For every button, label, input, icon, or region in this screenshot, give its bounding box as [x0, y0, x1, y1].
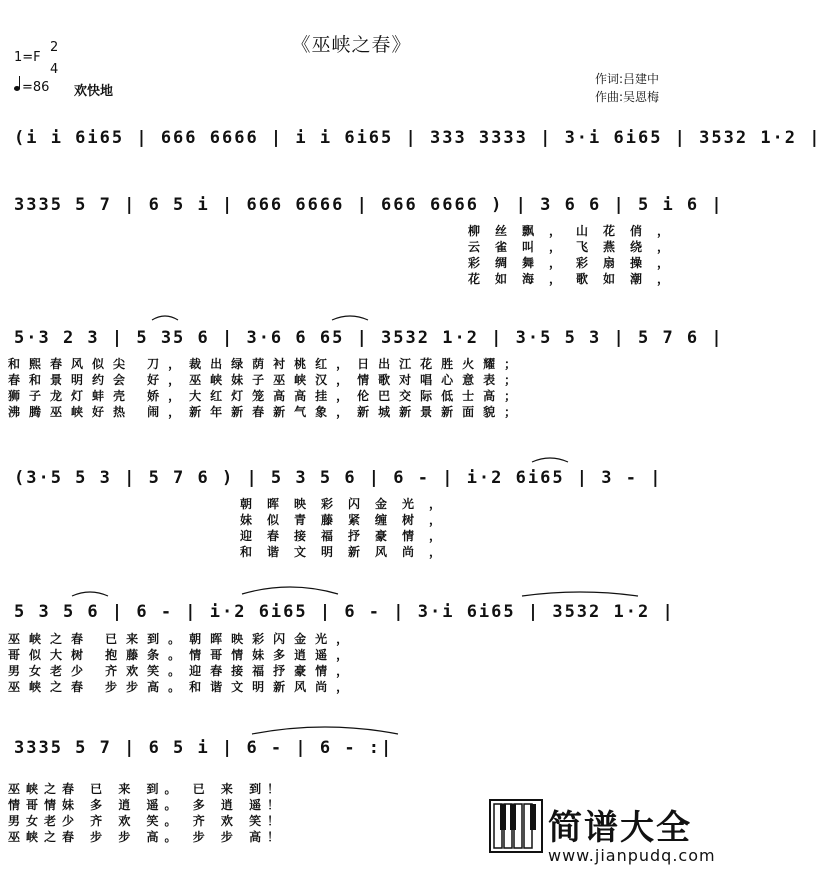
lyrics-line-2-verse-4: 花如海，歌如潮， — [468, 272, 685, 286]
performance-style: 欢快地 — [74, 84, 114, 99]
song-title: 《巫峡之春》 — [291, 34, 412, 56]
score-line-3: 5·3 2 3 | 5 35 6 | 3·6 6 65 | 3532 1·2 | 3·5 5 3 | 5 7 6 | — [14, 328, 724, 348]
piano-keys-icon — [490, 800, 542, 852]
score-line-4: (3·5 5 3 | 5 7 6 ) | 5 3 5 6 | 6 - | i·2 6i65 | 3 - | — [14, 468, 663, 488]
lyrics-line-4-verse-1: 朝晖映彩闪金光， — [240, 497, 457, 511]
lyrics-line-3-verse-2: 春和景明约会 好，巫峡妹子巫峡汉，情歌对唱心意表； — [8, 373, 526, 387]
lyrics-line-3-verse-1: 和熙春风似尖 刀，裁出绿荫衬桃红，日出江花胜火耀； — [8, 357, 526, 371]
lyrics-line-5-verse-2: 哥似大树 抱藤条。情哥情妹多逍遥， — [8, 648, 358, 662]
lyricist-credit: 作词:吕建中 — [594, 72, 659, 86]
score-line-5: 5 3 5 6 | 6 - | i·2 6i65 | 6 - | 3·i 6i65 | 3532 1·2 | — [14, 602, 675, 622]
score-line-6: 3335 5 7 | 6 5 i | 6 - | 6 - :| — [14, 738, 394, 758]
slur-mark — [330, 312, 370, 322]
lyrics-line-3-verse-3: 狮子龙灯蚌壳 娇，大红灯笼高高挂，伦巴交际低士高； — [8, 389, 526, 403]
lyrics-line-5-verse-4: 巫峡之春 步步高。和谐文明新风尚， — [8, 680, 358, 694]
time-signature-top: 2 — [50, 40, 59, 55]
slur-mark — [530, 454, 570, 464]
lyrics-line-6-verse-3: 男女老少 齐 欢 笑。 齐 欢 笑！ — [8, 814, 286, 828]
slur-mark — [70, 588, 110, 598]
lyrics-line-4-verse-4: 和谐文明新风尚， — [240, 545, 457, 559]
lyrics-line-6-verse-2: 情哥情妹 多 逍 遥。 多 逍 遥！ — [8, 798, 286, 812]
score-line-2: 3335 5 7 | 6 5 i | 666 6666 | 666 6666 ) | 3 6 6 | 5 i 6 | — [14, 195, 724, 215]
tempo-marking: =86 — [14, 80, 49, 95]
lyrics-line-3-verse-4: 沸腾巫峡好热 闹，新年新春新气象，新城新景新面貌； — [8, 405, 526, 419]
slur-mark — [250, 720, 400, 736]
lyrics-line-6-verse-1: 巫峡之春 已 来 到。 已 来 到！ — [8, 782, 286, 796]
lyrics-line-6-verse-4: 巫峡之春 步 步 高。 步 步 高！ — [8, 830, 286, 844]
lyrics-line-4-verse-3: 迎春接福抒豪情， — [240, 529, 457, 543]
slur-mark — [240, 580, 340, 596]
quarter-note-icon — [14, 86, 20, 91]
composer-credit: 作曲:吴恩梅 — [594, 90, 659, 104]
site-name: 简谱大全 — [548, 808, 692, 848]
lyrics-line-2-verse-2: 云雀叫，飞燕绕， — [468, 240, 685, 254]
score-line-1: (i i 6i65 | 666 6666 | i i 6i65 | 333 3333 | 3·i 6i65 | 3532 1·2 | — [14, 128, 822, 148]
time-signature-bottom: 4 — [50, 62, 59, 77]
lyrics-line-2-verse-3: 彩绸舞，彩扇操， — [468, 256, 685, 270]
slur-mark — [150, 312, 180, 322]
lyrics-line-5-verse-3: 男女老少 齐欢笑。迎春接福抒豪情， — [8, 664, 358, 678]
slur-mark — [520, 588, 640, 598]
key-signature: 1=F — [14, 50, 41, 65]
lyrics-line-4-verse-2: 妹似青藤紧缠树， — [240, 513, 457, 527]
site-url: www.jianpudq.com — [548, 846, 716, 865]
lyrics-line-2-verse-1: 柳丝飘，山花俏， — [468, 224, 685, 238]
lyrics-line-5-verse-1: 巫峡之春 已来到。朝晖映彩闪金光， — [8, 632, 358, 646]
